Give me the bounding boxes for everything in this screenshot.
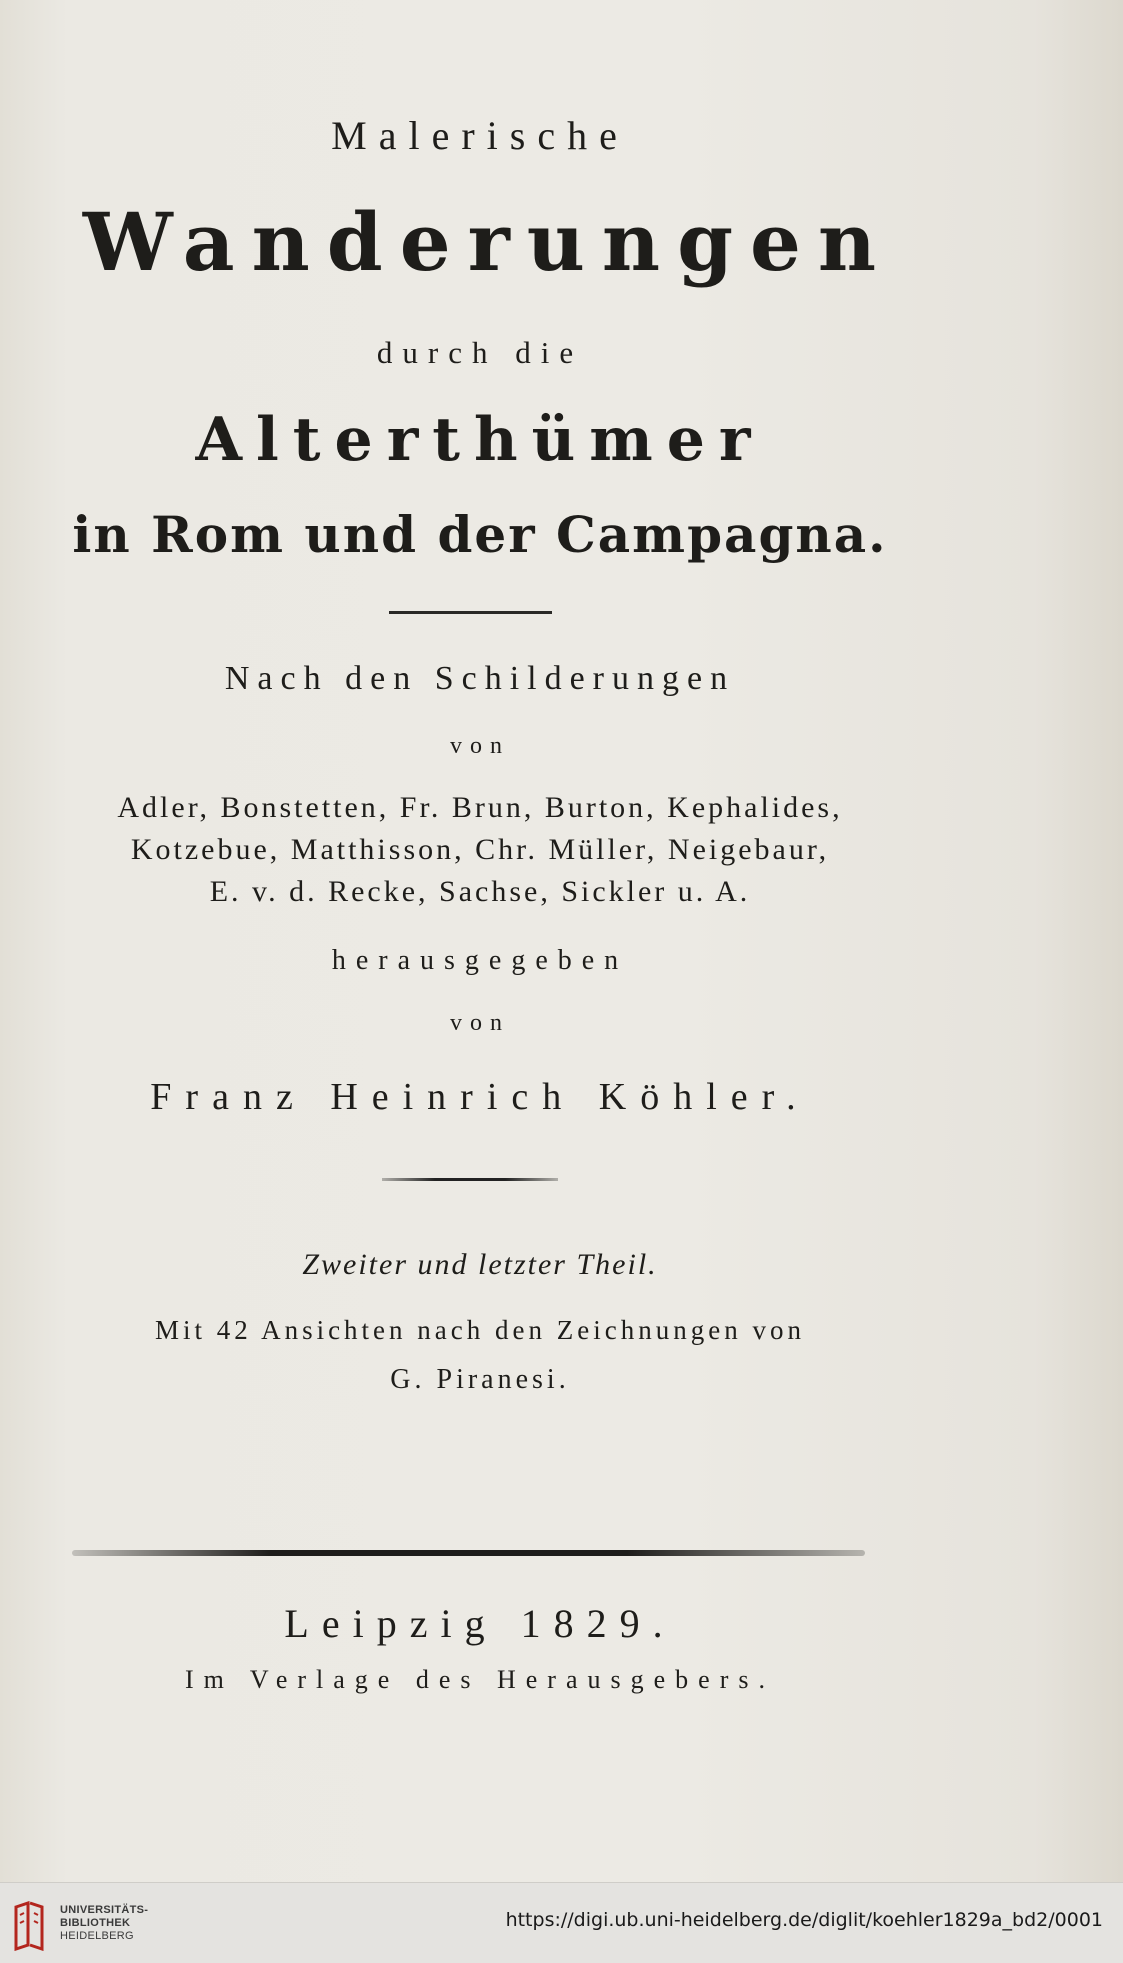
authors-line-1: Adler, Bonstetten, Fr. Brun, Burton, Kephalides,	[117, 791, 843, 824]
title-wanderungen: Wanderungen	[82, 195, 894, 289]
illustrations-note: Mit 42 Ansichten nach den Zeichnungen von	[155, 1315, 805, 1345]
logo-line-3: HEIDELBERG	[60, 1930, 134, 1942]
library-logo-text	[60, 1904, 148, 1943]
authors-line-3: E. v. d. Recke, Sachse, Sickler u. A.	[209, 875, 751, 908]
logo-line-2: BIBLIOTHEK	[60, 1917, 131, 1929]
subtitle-nach-den-schilderungen: Nach den Schilderungen	[224, 660, 736, 697]
subtitle-herausgegeben: herausgegeben	[331, 945, 629, 976]
title-durch-die: durch die	[376, 335, 584, 370]
library-footer	[0, 1882, 1123, 1963]
divider-rule-3	[72, 1550, 865, 1556]
divider-rule-1	[389, 611, 552, 614]
divider-rule-2	[382, 1178, 558, 1181]
illustrator-name: G. Piranesi.	[390, 1364, 570, 1395]
volume-note: Zweiter und letzter Theil.	[302, 1248, 658, 1281]
library-logo-icon	[12, 1901, 46, 1951]
subtitle-von-1: von	[450, 733, 510, 759]
imprint-publisher: Im Verlage des Herausgebers.	[185, 1665, 775, 1694]
authors-line-2: Kotzebue, Matthisson, Chr. Müller, Neigebaur,	[130, 833, 830, 866]
editor-name: Franz Heinrich Köhler.	[150, 1076, 810, 1118]
subtitle-von-2: von	[450, 1010, 510, 1036]
imprint-place-year: Leipzig 1829.	[284, 1601, 676, 1646]
permalink-url[interactable]: https://digi.ub.uni-heidelberg.de/diglit/koehler1829a_bd2/0001	[505, 1909, 1103, 1931]
title-alterthuemer: Alterthümer	[195, 405, 765, 475]
title-rom-campagna: in Rom und der Campagna.	[72, 505, 888, 564]
title-malerische: Malerische	[331, 113, 629, 158]
logo-line-1: UNIVERSITÄTS-	[60, 1904, 149, 1916]
